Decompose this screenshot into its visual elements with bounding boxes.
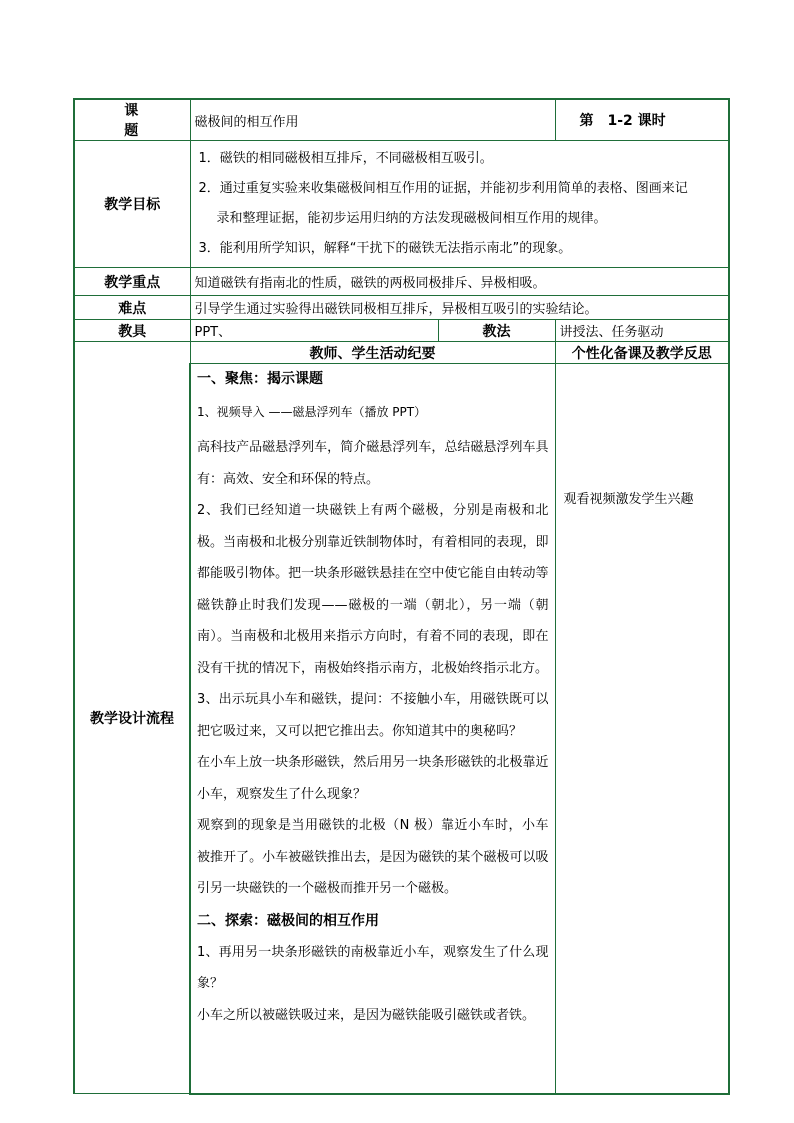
section-heading: 二、探索：磁极间的相互作用	[197, 912, 379, 929]
paragraph: 观察到的现象是当用磁铁的北极（N 极）靠近小车时，小车被推开了。小车被磁铁推出去，是因为磁铁的某个磁极可以吸引另一块磁铁的一个磁极而推开另一个磁极。	[197, 818, 549, 896]
difficulty-value: 引导学生通过实验得出磁铁同极相互排斥，异极相互吸引的实验结论。	[190, 296, 729, 320]
difficulty-row	[74, 296, 729, 320]
period-value: 第 1-2 课时	[555, 99, 729, 141]
flow-label: 教学设计流程	[74, 342, 190, 1094]
key-points-value: 知道磁铁有指南北的性质，磁铁的两极同极排斥、异极相吸。	[190, 268, 729, 296]
topic-row	[74, 99, 729, 141]
objectives-row	[74, 141, 729, 268]
key-points-row	[74, 268, 729, 296]
paragraph: 1、再用另一块条形磁铁的南极靠近小车，观察发生了什么现象？	[197, 944, 549, 991]
tools-row	[74, 320, 729, 342]
objective-item: 3．能利用所学知识，解释“干扰下的磁铁无法指示南北”的现象。	[198, 241, 572, 256]
objective-item: 录和整理证据，能初步运用归纳的方法发现磁极间相互作用的规律。	[216, 211, 607, 226]
key-points-label: 教学重点	[74, 268, 190, 296]
objective-item: 1．磁铁的相同磁极相互排斥，不同磁极相互吸引。	[198, 151, 493, 166]
objectives-label: 教学目标	[74, 141, 190, 268]
objectives-list	[190, 141, 729, 268]
flow-header-row	[74, 342, 729, 364]
paragraph: 3、出示玩具小车和磁铁，提问：不接触小车，用磁铁既可以把它吸过来，又可以把它推出去。你知道其中的奥秘吗？	[197, 692, 549, 739]
tools-label: 教具	[74, 320, 190, 342]
difficulty-label: 难点	[74, 296, 190, 320]
reflection-heading: 个性化备课及教学反思	[555, 342, 729, 364]
paragraph: 1、视频导入 ——磁悬浮列车（播放 PPT）	[197, 405, 427, 419]
paragraph: 高科技产品磁悬浮列车，简介磁悬浮列车，总结磁悬浮列车具有：高效、安全和环保的特点。	[197, 440, 549, 487]
tools-value: PPT、	[190, 320, 438, 342]
activities-content	[190, 364, 555, 1094]
method-value: 讲授法、任务驱动	[555, 320, 729, 342]
paragraph: 在小车上放一块条形磁铁，然后用另一块条形磁铁的北极靠近小车，观察发生了什么现象？	[197, 755, 549, 802]
section-heading: 一、聚焦：揭示课题	[197, 371, 323, 387]
lesson-plan-table	[73, 98, 730, 1095]
paragraph: 小车之所以被磁铁吸过来，是因为磁铁能吸引磁铁或者铁。	[197, 1007, 536, 1023]
objective-item: 2．通过重复实验来收集磁极间相互作用的证据，并能初步利用简单的表格、图画来记	[198, 181, 688, 196]
paragraph: 2、我们已经知道一块磁铁上有两个磁极，分别是南极和北极。当南极和北极分别靠近铁制物体时，有着相同的表现，即都能吸引物体。把一块条形磁铁悬挂在空中使它能自由转动等磁铁静止时我们发现——磁极的一端（朝北），另一端（朝南）。当南极和北极用来指示方向时，有着不同的表现，即在没有干扰的情况下，南极始终指示南方，北极始终指示北方。	[197, 503, 549, 676]
topic-value: 磁极间的相互作用	[190, 99, 555, 141]
activities-heading: 教师、学生活动纪要	[190, 342, 555, 364]
reflection-note: 观看视频激发学生兴趣	[555, 364, 729, 1094]
method-label: 教法	[438, 320, 555, 342]
topic-label: 课 题	[74, 99, 190, 141]
